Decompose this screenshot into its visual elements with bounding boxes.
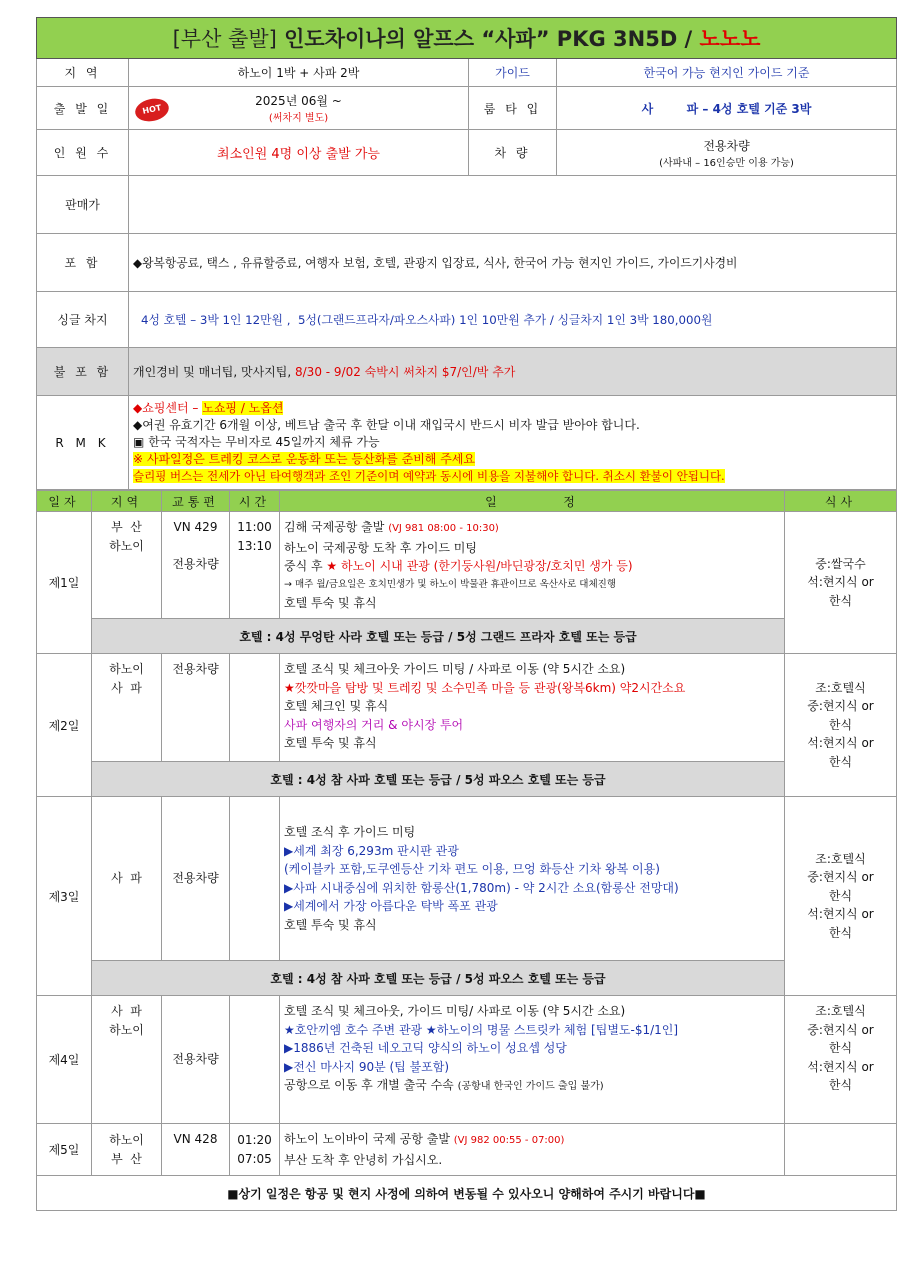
- day3-plan-line4: ▶사파 시내중심에 위치한 함롱산(1,780m) - 약 2시간 소요(함롱산 전망대): [284, 880, 679, 895]
- day5-plan-flight: (VJ 982 00:55 - 07:00): [453, 1135, 565, 1146]
- day3-time: [230, 797, 280, 961]
- rmk-passport: ◆여권 유효기간 6개월 이상, 베트남 출국 후 한달 이내 재입국시 반드시 비자 발급 받아야 합니다.: [133, 418, 640, 432]
- car-note: (사파내 – 16인승만 이용 가능): [659, 157, 794, 169]
- day5-time-arrive: 07:05: [237, 1151, 272, 1166]
- day5-time-depart: 01:20: [237, 1133, 272, 1147]
- day2-plan-line2: ★깟깟마을 탐방 및 트레킹 및 소수민족 마을 등 관광(왕복6km) 약2시간소요: [284, 680, 686, 695]
- depart-cell: [129, 87, 469, 130]
- day1-transport: [162, 512, 230, 619]
- itinerary-sheet: [36, 17, 896, 1211]
- title-main: 인도차이나의 알프스 “사파” PKG 3N5D /: [284, 27, 700, 51]
- day5-meal: [785, 1124, 897, 1176]
- depart-note: (써차지 별도): [268, 113, 329, 124]
- include-label: 포 함: [37, 234, 129, 292]
- header-time: 시간: [230, 491, 280, 512]
- header-transport: 교통편: [162, 491, 230, 512]
- day1-time-depart: 11:00: [237, 520, 272, 534]
- day4-time: [230, 996, 280, 1124]
- day3-meal-lunch-alt: 한식: [828, 888, 853, 903]
- day3-plan: [280, 797, 785, 961]
- room-label: 룸 타 입: [469, 87, 557, 130]
- day5-plan: [280, 1124, 785, 1176]
- rmk-visa: ▣ 한국 국적자는 무비자로 45일까지 체류 가능: [133, 435, 380, 449]
- day1-car: 전용차량: [172, 557, 219, 571]
- header-region: 지역: [92, 491, 162, 512]
- day1-plan-tour: ★ 하노이 시내 관광 (한기둥사원/바딘광장/호치민 생가 등): [326, 559, 633, 573]
- day2-meal-lunch: 중:현지식 or: [807, 699, 874, 714]
- depart-label: 출 발 일: [37, 87, 129, 130]
- day5-transport: VN 428: [162, 1124, 230, 1176]
- day2-region: [92, 654, 162, 762]
- day1-plan-line2: 하노이 국제공항 도착 후 가이드 미팅: [284, 540, 477, 555]
- day4-plan-line5: 공항으로 이동 후 개별 출국 수속: [284, 1078, 458, 1092]
- day1-plan: [280, 512, 785, 619]
- day2-meal-lunch-alt: 한식: [828, 717, 853, 732]
- page-title: [37, 18, 897, 59]
- day4-meal-dinner: 석:현지식 or: [807, 1059, 874, 1074]
- region-label: 지 역: [37, 59, 129, 87]
- day3-plan-line2: ▶세계 최장 6,293m 판시판 관광: [284, 843, 459, 858]
- exclude-value: 개인경비 및 매너팁, 맛사지팁,: [133, 365, 295, 379]
- exclude-cell: [129, 348, 897, 396]
- schedule-table: [36, 490, 897, 1211]
- day1-plan-line1: 김해 국제공항 출발: [284, 520, 389, 534]
- day4-transport: 전용차량: [162, 996, 230, 1124]
- people-label: 인 원 수: [37, 130, 129, 176]
- rmk-trekking: ※ 사파일정은 트레킹 코스로 운동화 또는 등산화를 준비해 주세요: [133, 452, 475, 466]
- day2-meal-dinner-alt: 한식: [828, 754, 853, 769]
- day3-plan-line5: ▶세계에서 가장 아름다운 탁박 폭포 관광: [284, 899, 498, 913]
- day1-label: 제1일: [37, 512, 92, 654]
- rmk-cell: [129, 396, 897, 490]
- single-value: 4성 호텔 – 3박 1인 12만원 , 5성(그랜드프라자/파오스사파) 1인 10만원 추가 / 싱글차지 1인 3박 180,000원: [129, 292, 897, 348]
- day2-plan-line3: 호텔 체크인 및 휴식: [284, 699, 389, 713]
- day1-plan-line5: 호텔 투숙 및 휴식: [284, 596, 377, 610]
- car-value: 전용차량: [703, 138, 750, 153]
- day3-label: 제3일: [37, 797, 92, 996]
- guide-label: 가이드: [469, 59, 557, 87]
- footer-notice: ■상기 일정은 항공 및 현지 사정에 의하여 변동될 수 있사오니 양해하여 주시기 바랍니다■: [37, 1176, 897, 1211]
- exclude-label: 불 포 함: [37, 348, 129, 396]
- day4-meal-lunch-alt: 한식: [828, 1041, 853, 1055]
- guide-value: 한국어 가능 현지인 가이드 기준: [557, 59, 897, 87]
- day3-meal-dinner-alt: 한식: [828, 925, 853, 940]
- day3-plan-line3: (케이블카 포함,도쿠엔등산 기차 편도 이용, 므엉 화등산 기차 왕복 이용): [284, 862, 660, 876]
- region-value: 하노이 1박 + 사파 2박: [129, 59, 469, 87]
- price-label: 판매가: [37, 176, 129, 234]
- header-day: 일자: [37, 491, 92, 512]
- day1-time: [230, 512, 280, 619]
- day1-meal-dinner: 석:현지식 or: [807, 575, 874, 590]
- day4-meal-lunch: 중:현지식 or: [807, 1022, 874, 1037]
- day2-meal-breakfast: 조:호텔식: [815, 680, 866, 695]
- day1-meal-lunch: 중:쌀국수: [815, 556, 866, 571]
- day2-time: [230, 654, 280, 762]
- depart-value: 2025년 06월 ~: [255, 94, 342, 108]
- day2-plan: [280, 654, 785, 762]
- day2-meal: [785, 654, 897, 797]
- day1-transport-blank: [166, 537, 225, 556]
- price-value: [129, 176, 897, 234]
- people-value: 최소인원 4명 이상 출발 가능: [129, 130, 469, 176]
- day4-region: [92, 996, 162, 1124]
- day3-region: 사 파: [92, 797, 162, 961]
- day3-meal-lunch: 중:현지식 or: [807, 870, 874, 885]
- rmk-sleeping-bus: 슬리핑 버스는 전세가 아닌 타여행객과 조인 기준이며 예약과 동시에 비용을 지불해야 합니다. 취소시 환불이 안됩니다.: [133, 469, 725, 483]
- day4-meal-dinner-alt: 한식: [828, 1078, 853, 1092]
- day2-transport: 전용차량: [162, 654, 230, 762]
- day1-plan-note: → 매주 월/금요일은 호치민생가 및 하노이 박물관 휴관이므로 옥산사로 대체진행: [284, 578, 617, 590]
- day2-plan-line5: 호텔 투숙 및 휴식: [284, 736, 377, 750]
- single-label: 싱글 차지: [37, 292, 129, 348]
- day4-plan-line3: ▶1886년 건축된 네오고딕 양식의 하노이 성요셉 성당: [284, 1041, 567, 1055]
- day5-plan-line1: 하노이 노이바이 국제 공항 출발: [284, 1132, 454, 1146]
- day4-meal: [785, 996, 897, 1124]
- day2-hotel: 호텔 : 4성 참 사파 호텔 또는 등급 / 5성 파오스 호텔 또는 등급: [92, 762, 785, 797]
- day1-region-to: 하노이: [109, 538, 144, 553]
- day4-plan-note: (공항내 한국인 가이드 출입 불가): [457, 1081, 604, 1092]
- day1-meal: [785, 512, 897, 654]
- day1-region: [92, 512, 162, 619]
- day2-meal-dinner: 석:현지식 or: [807, 736, 874, 751]
- day3-hotel: 호텔 : 4성 참 사파 호텔 또는 등급 / 5성 파오스 호텔 또는 등급: [92, 961, 785, 996]
- day4-region-to: 하노이: [109, 1022, 144, 1037]
- day5-plan-line2: 부산 도착 후 안녕히 가십시오.: [284, 1152, 443, 1167]
- day5-region-from: 하노이: [109, 1133, 144, 1147]
- day3-transport: 전용차량: [162, 797, 230, 961]
- day2-plan-line1: 호텔 조식 및 체크아웃 가이드 미팅 / 사파로 이동 (약 5시간 소요): [284, 662, 626, 676]
- day1-hotel: 호텔 : 4성 무엉탄 사라 호텔 또는 등급 / 5성 그랜드 프라자 호텔 또는 등급: [92, 619, 785, 654]
- header-meal: 식사: [785, 491, 897, 512]
- day4-meal-breakfast: 조:호텔식: [815, 1004, 866, 1018]
- day2-label: 제2일: [37, 654, 92, 797]
- day1-plan-line3: 중식 후: [284, 559, 327, 573]
- day3-meal: [785, 797, 897, 996]
- info-table: [36, 17, 897, 490]
- day2-region-to: 사 파: [111, 680, 142, 695]
- day1-meal-dinner-alt: 한식: [828, 593, 853, 608]
- day4-plan-line2: ★호안끼엠 호수 주변 관광 ★하노이의 명물 스트릿카 체험 [팁별도-$1/1인]: [284, 1022, 679, 1037]
- exclude-note: 8/30 - 9/02 숙박시 써차지 $7/인/박 추가: [295, 365, 516, 379]
- day5-region: [92, 1124, 162, 1176]
- title-tail: 노노노: [699, 27, 761, 51]
- title-prefix: [부산 출발]: [172, 27, 277, 51]
- day4-plan: [280, 996, 785, 1124]
- rmk-no-shopping: 노쇼핑 / 노옵션: [202, 401, 284, 415]
- day1-time-arrive: 13:10: [237, 538, 272, 553]
- rmk-label: R M K: [37, 396, 129, 490]
- room-value: 사 파 – 4성 호텔 기준 3박: [557, 87, 897, 130]
- day2-region-from: 하노이: [109, 662, 144, 676]
- day5-time: [230, 1124, 280, 1176]
- day5-label: 제5일: [37, 1124, 92, 1176]
- day4-plan-line4: ▶전신 마사지 90분 (팁 불포함): [284, 1059, 450, 1074]
- day3-plan-line6: 호텔 투숙 및 휴식: [284, 917, 377, 932]
- rmk-shopping: ◆쇼핑센터 –: [133, 401, 203, 415]
- day5-region-to: 부 산: [111, 1151, 142, 1166]
- day2-plan-line4: 사파 여행자의 거리 & 야시장 투어: [284, 717, 464, 732]
- day1-region-from: 부 산: [111, 520, 142, 534]
- day1-plan-flight: (VJ 981 08:00 - 10:30): [388, 523, 499, 534]
- day4-label: 제4일: [37, 996, 92, 1124]
- day3-meal-breakfast: 조:호텔식: [815, 851, 866, 866]
- day1-flight: VN 429: [173, 520, 218, 534]
- hot-badge-icon: HOT: [133, 96, 171, 125]
- header-plan: 일 정: [280, 491, 785, 512]
- day3-meal-dinner: 석:현지식 or: [807, 907, 874, 922]
- day4-plan-line1: 호텔 조식 및 체크아웃, 가이드 미팅/ 사파로 이동 (약 5시간 소요): [284, 1004, 626, 1018]
- day3-plan-line1: 호텔 조식 후 가이드 미팅: [284, 825, 416, 839]
- car-label: 차 량: [469, 130, 557, 176]
- car-cell: [557, 130, 897, 176]
- day4-region-from: 사 파: [111, 1004, 142, 1018]
- include-value: ◆왕복항공료, 택스 , 유류할증료, 여행자 보험, 호텔, 관광지 입장료, 식사, 한국어 가능 현지인 가이드, 가이드기사경비: [129, 234, 897, 292]
